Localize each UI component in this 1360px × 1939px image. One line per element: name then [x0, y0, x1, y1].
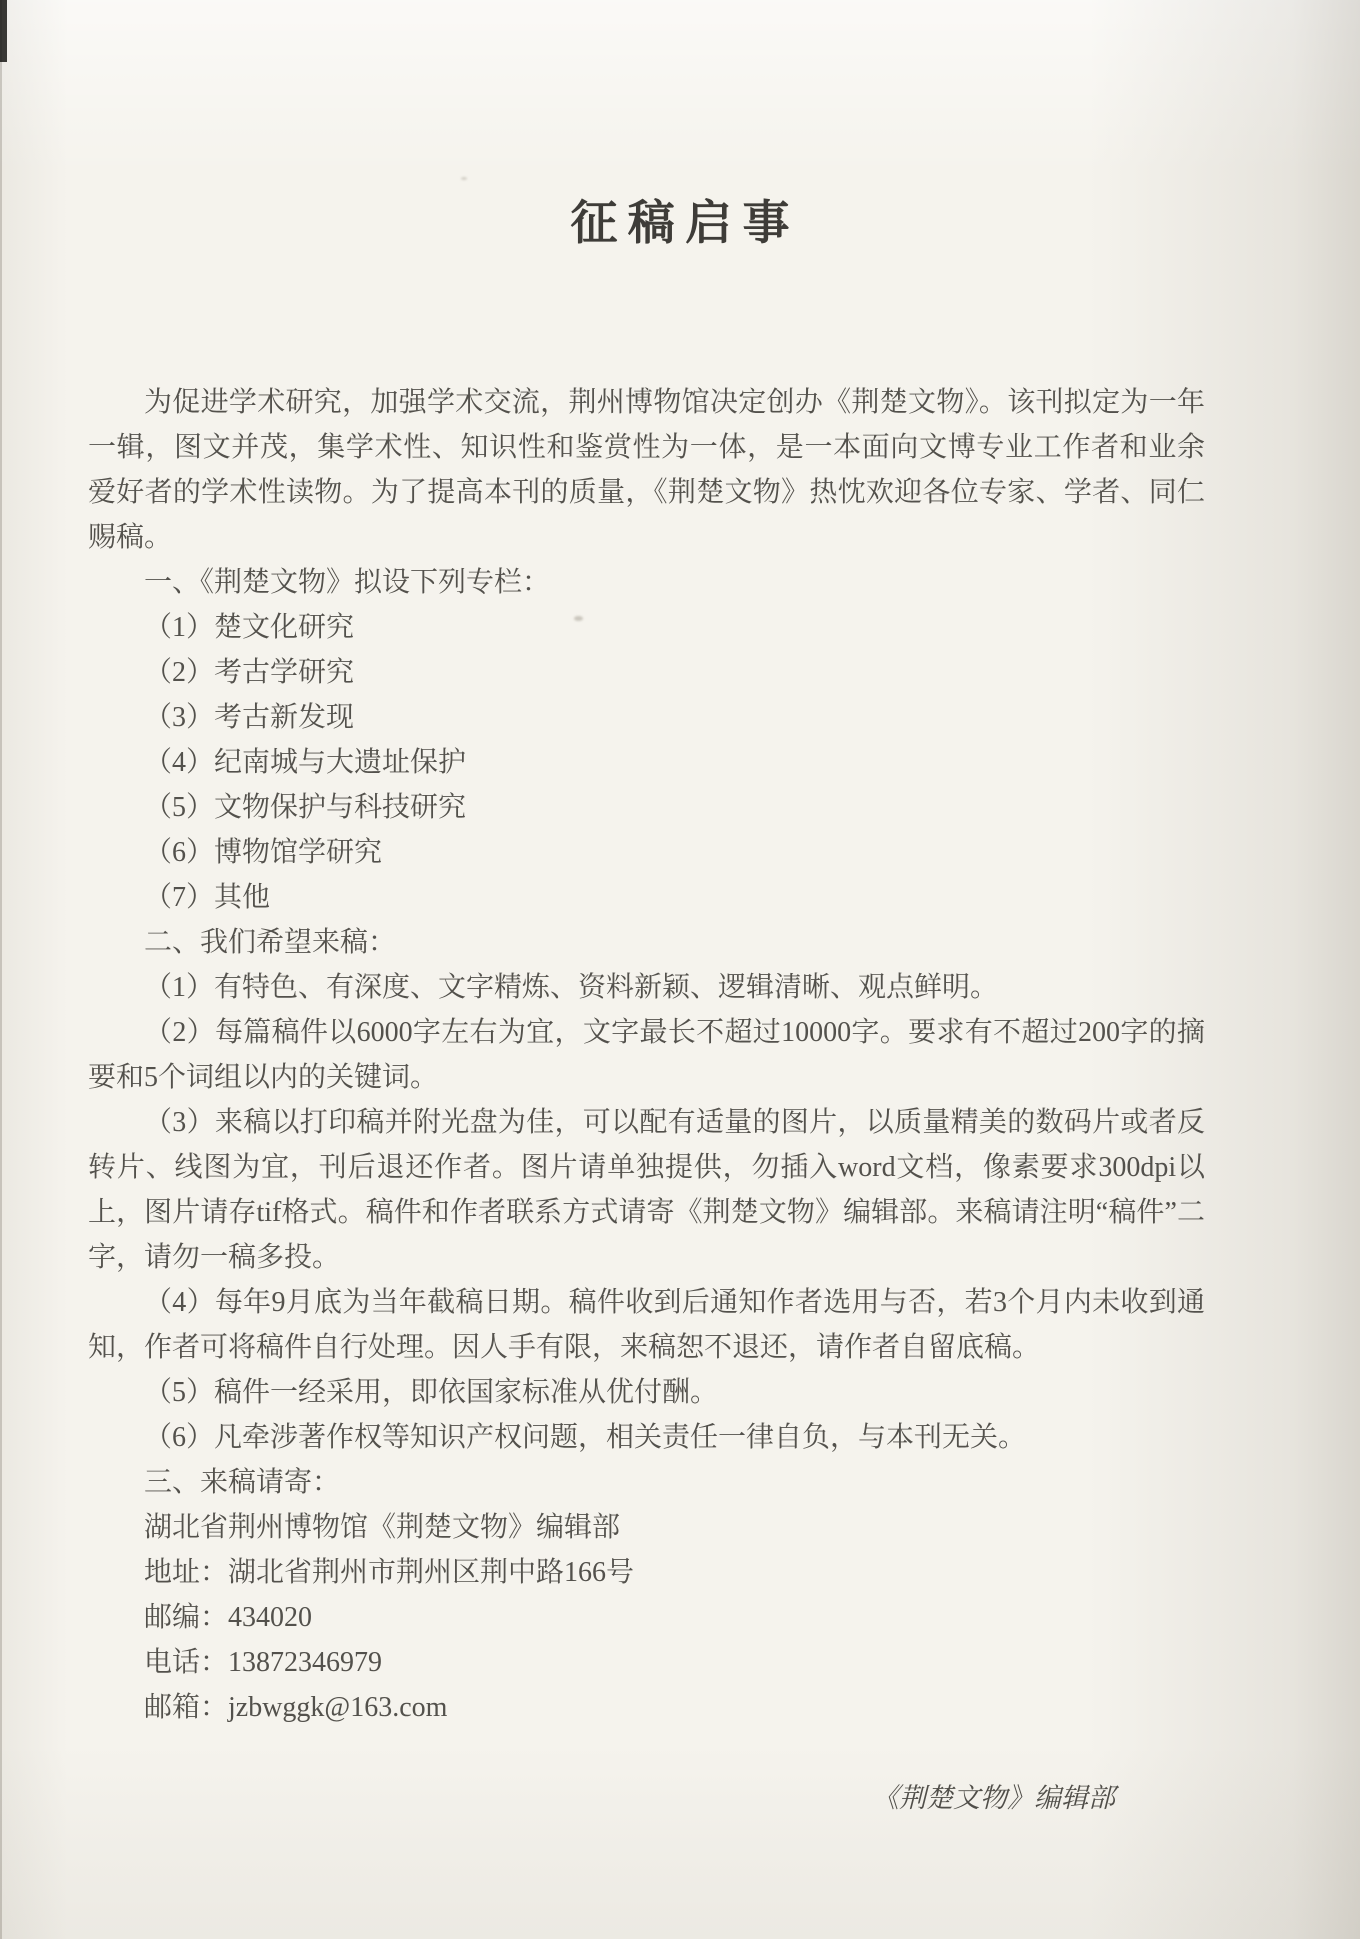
submission-item-5: （5）稿件一经采用，即依国家标准从优付酬。 [144, 1377, 719, 1409]
section-columns-heading: 一、《荆楚文物》拟设下列专栏： [144, 567, 551, 599]
submission-item-3: （3）来稿以打印稿并附光盘为佳，可以配有适量的图片，以质量精美的数码片或者反转片、线图为宜，刊后退还作者。图片请单独提供，勿插入word文档，像素要求300dpi以上，图片请存tif格式。稿件和作者联系方式请寄《荆楚文物》编辑部。来稿请注明“稿件”二字，请勿一稿多投。 [88, 1107, 1205, 1274]
submission-item-2: （2）每篇稿件以6000字左右为宜，文字最长不超过10000字。要求有不超过200字的摘要和5个词组以内的关键词。 [88, 1017, 1205, 1094]
address-postcode: 邮编：434020 [144, 1602, 313, 1634]
address-email: 邮箱：jzbwggk@163.com [144, 1692, 448, 1724]
section-address-heading: 三、来稿请寄： [144, 1467, 341, 1499]
page-title: 征稿启事 [570, 198, 800, 250]
column-item-7: （7）其他 [144, 882, 271, 914]
column-item-1: （1）楚文化研究 [144, 612, 355, 644]
address-phone: 电话：13872346979 [144, 1647, 383, 1679]
section-submission-heading: 二、我们希望来稿： [144, 927, 397, 959]
column-item-3: （3）考古新发现 [144, 702, 355, 734]
submission-item-6: （6）凡牵涉著作权等知识产权问题，相关责任一律自负，与本刊无关。 [144, 1422, 1027, 1454]
submission-item-1: （1）有特色、有深度、文字精炼、资料新颖、逻辑清晰、观点鲜明。 [144, 972, 999, 1004]
scan-speck [461, 177, 467, 180]
intro-paragraph: 为促进学术研究，加强学术交流，荆州博物馆决定创办《荆楚文物》。该刊拟定为一年一辑，图文并茂，集学术性、知识性和鉴赏性为一体，是一本面向文博专业工作者和业余爱好者的学术性读物。为了提高本刊的质量，《荆楚文物》热忱欢迎各位专家、学者、同仁赐稿。 [88, 387, 1205, 554]
address-street: 地址：湖北省荆州市荆州区荆中路166号 [144, 1557, 635, 1589]
scan-left-edge-shadow [0, 0, 2, 1939]
column-item-6: （6）博物馆学研究 [144, 837, 383, 869]
column-item-4: （4）纪南城与大遗址保护 [144, 747, 467, 779]
document-body [88, 380, 1205, 1818]
submission-item-4: （4）每年9月底为当年截稿日期。稿件收到后通知作者选用与否，若3个月内未收到通知，作者可将稿件自行处理。因人手有限，来稿恕不退还，请作者自留底稿。 [88, 1287, 1205, 1364]
column-item-2: （2）考古学研究 [144, 657, 355, 689]
signature: 《荆楚文物》编辑部 [872, 1783, 1115, 1814]
address-editorial-office: 湖北省荆州博物馆《荆楚文物》编辑部 [144, 1512, 621, 1544]
column-item-5: （5）文物保护与科技研究 [144, 792, 467, 824]
scan-speck [574, 616, 583, 621]
scan-corner-artifact [0, 0, 7, 62]
